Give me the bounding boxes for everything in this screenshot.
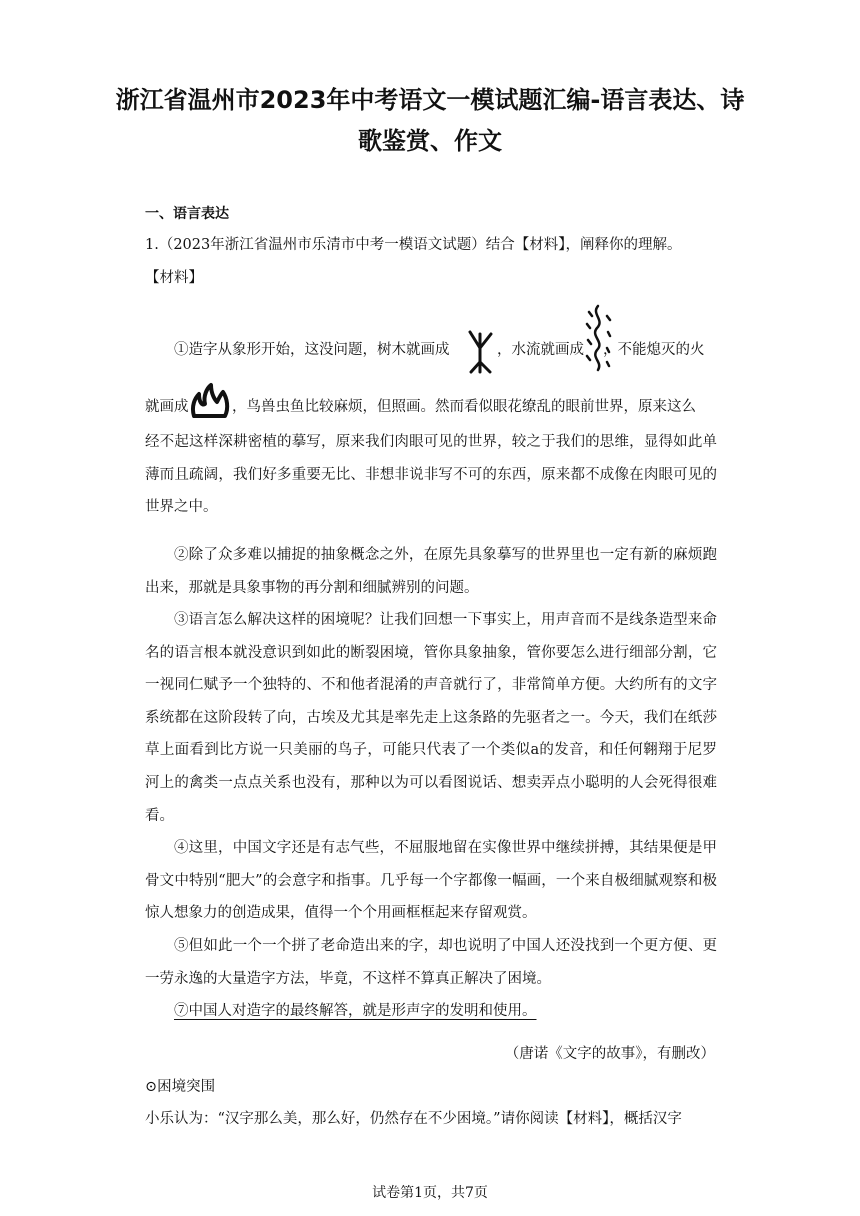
paragraph-4 [145,832,717,930]
paragraph-5 [145,930,717,995]
paragraph-5-text: ⑤但如此一个一个拼了老命造出来的字，却也说明了中国人还没找到一个更方便、更一劳永逸的大量造字方法，毕竟，不这样不算真正解决了困境。 [145,938,717,987]
question-1: 1.（2023年浙江省温州市乐清市中考一模语文试题）结合【材料】，阐释你的理解。 [145,237,682,253]
doc-title-line2: 歌鉴赏、作文 [358,127,502,155]
p1-text-c: ，不能熄灭的火 [603,342,705,358]
source-citation: （唐诺《文字的故事》，有删改） [504,1046,715,1062]
paragraph-2 [145,539,717,604]
item-label: ⊙困境突围 [145,1079,216,1095]
paragraph-4-text: ④这里，中国文字还是有志气些，不屈服地留在实像世界中继续拼搏，其结果便是甲骨文中特别“肥大”的会意字和指事。几乎每一个字都像一幅画，一个来自极细腻观察和极惊人想象力的创造成果，值得一个个用画框框起来存留观赏。 [145,840,717,922]
p1-text-b: ，水流就画成 [497,342,584,358]
tree-pictograph-icon [465,328,495,374]
p1-text-d: 就画成 [145,399,189,415]
p1-text-e: ，鸟兽虫鱼比较麻烦，但照画。然而看似眼花缭乱的眼前世界，原来这么 [232,399,696,415]
paragraph-3-text: ③语言怎么解决这样的困境呢？让我们回想一下事实上，用声音而不是线条造型来命名的语言根本就没意识到如此的断裂困境，管你具象抽象，管你要怎么进行细部分割，它一视同仁赋予一个独特的、不和他者混淆的声音就行了，非常简单方便。大约所有的文字系统都在这阶段转了向，古埃及尤其是率先走上这条路的先驱者之一。今天，我们在纸莎草上面看到比方说一只美丽的鸟子，可能只代表了一个类似a的发音，和任何翱翔于尼罗河上的禽类一点点关系也没有，那种以为可以看图说话、想卖弄点小聪明的人会死得很难看。 [145,612,717,824]
water-pictograph-icon [583,302,613,372]
paragraph-7 [145,995,717,1028]
question-prompt-line: 小乐认为：“汉字那么美，那么好，仍然存在不少困境。”请你阅读【材料】，概括汉字 [145,1111,682,1127]
paragraph-1-rest: 经不起这样深耕密植的摹写，原来我们肉眼可见的世界，较之于我们的思维，显得如此单薄而且疏阔，我们好多重要无比、非想非说非写不可的东西，原来都不成像在肉眼可见的世界之中。 [145,434,717,516]
paragraph-3 [145,604,717,832]
paragraph-2-text: ②除了众多难以捕捉的抽象概念之外，在原先具象摹写的世界里也一定有新的麻烦跑出来，那就是具象事物的再分割和细腻辨别的问题。 [145,547,717,596]
paragraph-1-line-1 [145,320,717,376]
page-footer: 试卷第1页，共7页 [372,1185,488,1201]
fire-pictograph-icon [189,382,231,420]
doc-title-line1: 浙江省温州市2023年中考语文一模试题汇编-语言表达、诗 [115,86,745,114]
p1-text-a: ①造字从象形开始，这没问题，树木就画成 [174,342,450,358]
paragraph-1-line-2 [145,382,717,426]
section-heading: 一、语言表达 [145,206,229,222]
material-label: 【材料】 [145,270,203,286]
paragraph-7-text: ⑦中国人对造字的最终解答，就是形声字的发明和使用。 [174,1003,537,1019]
